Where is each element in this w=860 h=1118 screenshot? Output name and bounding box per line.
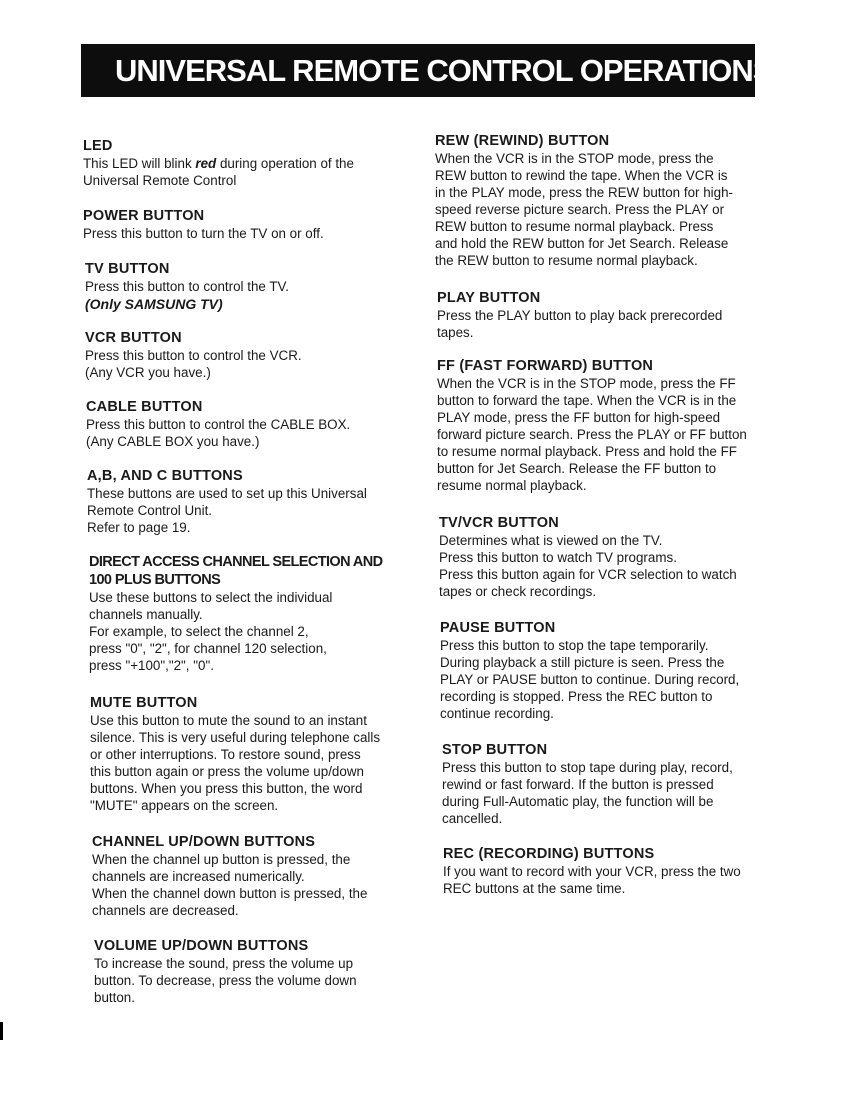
section-vcr xyxy=(85,329,302,381)
volume-line-2: button. To decrease, press the volume down xyxy=(94,973,357,988)
channel-line-3: When the channel down button is pressed, the xyxy=(92,886,368,901)
direct-line-4: press "0", "2", for channel 120 selection, xyxy=(89,641,327,656)
direct-line-2: channels manually. xyxy=(89,607,203,622)
vcr-line-2: (Any VCR you have.) xyxy=(85,365,211,380)
cable-line-2: (Any CABLE BOX you have.) xyxy=(86,434,260,449)
section-direct-access xyxy=(89,553,382,674)
ff-line-1: When the VCR is in the STOP mode, press the FF xyxy=(437,376,736,391)
ff-line-7: resume normal playback. xyxy=(437,478,587,493)
title-banner xyxy=(81,44,773,97)
section-pause xyxy=(440,619,739,722)
heading-cable: CABLE BUTTON xyxy=(86,399,203,415)
abc-line-2: Remote Control Unit. xyxy=(87,503,213,518)
stop-line-1: Press this button to stop tape during play, record, xyxy=(442,760,733,775)
tvvcr-line-2: Press this button to watch TV programs. xyxy=(439,550,677,565)
heading-rec: REC (RECORDING) BUTTONS xyxy=(443,846,655,862)
led-line-1: This LED will blink red during operation of the xyxy=(83,156,354,171)
heading-tvvcr: TV/VCR BUTTON xyxy=(439,515,559,531)
red-word: red xyxy=(195,156,217,171)
rew-line-2: REW button to rewind the tape. When the VCR is xyxy=(435,168,728,183)
pause-line-1: Press this button to stop the tape temporarily. xyxy=(440,638,709,653)
ff-line-3: PLAY mode, press the FF button for high-speed xyxy=(437,410,721,425)
tv-line-1: Press this button to control the TV. xyxy=(85,279,289,294)
abc-line-3: Refer to page 19. xyxy=(87,520,191,535)
direct-line-5: press "+100","2", "0". xyxy=(89,658,214,673)
play-line-1: Press the PLAY button to play back prerecorded xyxy=(437,308,723,323)
heading-channel: CHANNEL UP/DOWN BUTTONS xyxy=(92,834,316,850)
section-abc xyxy=(87,467,367,536)
heading-direct-access-2: 100 PLUS BUTTONS xyxy=(89,572,221,588)
pause-line-2: During playback a still picture is seen. Press the xyxy=(440,655,725,670)
heading-led: LED xyxy=(83,138,113,154)
rew-line-5: REW button to resume normal playback. Press xyxy=(435,219,714,234)
cable-line-1: Press this button to control the CABLE BOX. xyxy=(86,417,351,432)
heading-tv: TV BUTTON xyxy=(85,261,170,277)
section-channel xyxy=(92,833,367,919)
section-play xyxy=(437,289,722,341)
section-led xyxy=(83,137,354,189)
vcr-line-1: Press this button to control the VCR. xyxy=(85,348,302,363)
rew-line-6: and hold the REW button for Jet Search. Release xyxy=(435,236,729,251)
stop-line-2: rewind or fast forward. If the button is pressed xyxy=(442,777,714,792)
section-tv xyxy=(85,260,289,313)
heading-mute: MUTE BUTTON xyxy=(90,695,198,711)
heading-pause: PAUSE BUTTON xyxy=(440,620,556,636)
tv-note: (Only SAMSUNG TV) xyxy=(85,296,223,312)
ff-line-6: button for Jet Search. Release the FF button to xyxy=(437,461,717,476)
direct-line-1: Use these buttons to select the individual xyxy=(89,590,333,605)
rec-line-1: If you want to record with your VCR, press the two xyxy=(443,864,741,879)
volume-line-3: button. xyxy=(94,990,135,1005)
mute-line-5: buttons. When you press this button, the word xyxy=(90,781,363,796)
mute-line-6: "MUTE" appears on the screen. xyxy=(90,798,279,813)
ff-line-4: forward picture search. Press the PLAY or FF button xyxy=(437,427,747,442)
section-volume xyxy=(94,937,357,1006)
ff-line-2: button to forward the tape. When the VCR is in the xyxy=(437,393,737,408)
channel-line-1: When the channel up button is pressed, the xyxy=(92,852,351,867)
page-title: UNIVERSAL REMOTE CONTROL OPERATIONS xyxy=(115,52,773,88)
mute-line-1: Use this button to mute the sound to an instant xyxy=(90,713,367,728)
section-cable xyxy=(86,398,350,450)
heading-direct-access-1: DIRECT ACCESS CHANNEL SELECTION AND xyxy=(89,554,383,570)
heading-vcr: VCR BUTTON xyxy=(85,330,182,346)
section-rew xyxy=(435,132,733,269)
stop-line-3: during Full-Automatic play, the function will be xyxy=(442,794,714,809)
rew-line-4: speed reverse picture search. Press the PLAY or xyxy=(435,202,725,217)
led-line-2: Universal Remote Control xyxy=(83,173,237,188)
ff-line-5: to resume normal playback. Press and hold the FF xyxy=(437,444,737,459)
heading-power: POWER BUTTON xyxy=(83,208,205,224)
tvvcr-line-4: tapes or check recordings. xyxy=(439,584,597,599)
pause-line-3: PLAY or PAUSE button to continue. During record, xyxy=(440,672,740,687)
stop-line-4: cancelled. xyxy=(442,811,503,826)
direct-line-3: For example, to select the channel 2, xyxy=(89,624,309,639)
scan-margin-mark xyxy=(0,1022,3,1040)
heading-ff: FF (FAST FORWARD) BUTTON xyxy=(437,358,654,374)
play-line-2: tapes. xyxy=(437,325,474,340)
rew-line-3: in the PLAY mode, press the REW button for high- xyxy=(435,185,733,200)
heading-rew: REW (REWIND) BUTTON xyxy=(435,133,610,149)
tvvcr-line-3: Press this button again for VCR selection to watch xyxy=(439,567,737,582)
power-line-1: Press this button to turn the TV on or off. xyxy=(83,226,324,241)
heading-volume: VOLUME UP/DOWN BUTTONS xyxy=(94,938,309,954)
section-mute xyxy=(90,694,380,814)
channel-line-2: channels are increased numerically. xyxy=(92,869,305,884)
pause-line-4: recording is stopped. Press the REC button to xyxy=(440,689,713,704)
section-rec xyxy=(443,845,741,897)
heading-stop: STOP BUTTON xyxy=(442,742,548,758)
section-power xyxy=(83,207,324,242)
abc-line-1: These buttons are used to set up this Universal xyxy=(87,486,367,501)
rec-line-2: REC buttons at the same time. xyxy=(443,881,626,896)
mute-line-2: silence. This is very useful during telephone calls xyxy=(90,730,381,745)
section-tvvcr xyxy=(439,514,737,600)
mute-line-4: this button again or press the volume up/down xyxy=(90,764,364,779)
rew-line-1: When the VCR is in the STOP mode, press the xyxy=(435,151,714,166)
section-stop xyxy=(442,741,733,827)
heading-play: PLAY BUTTON xyxy=(437,290,541,306)
channel-line-4: channels are decreased. xyxy=(92,903,239,918)
pause-line-5: continue recording. xyxy=(440,706,554,721)
rew-line-7: the REW button to resume normal playback. xyxy=(435,253,698,268)
volume-line-1: To increase the sound, press the volume up xyxy=(94,956,354,971)
heading-abc: A,B, AND C BUTTONS xyxy=(87,468,243,484)
section-ff xyxy=(437,357,747,494)
tvvcr-line-1: Determines what is viewed on the TV. xyxy=(439,533,663,548)
mute-line-3: or other interruptions. To restore sound, press xyxy=(90,747,361,762)
